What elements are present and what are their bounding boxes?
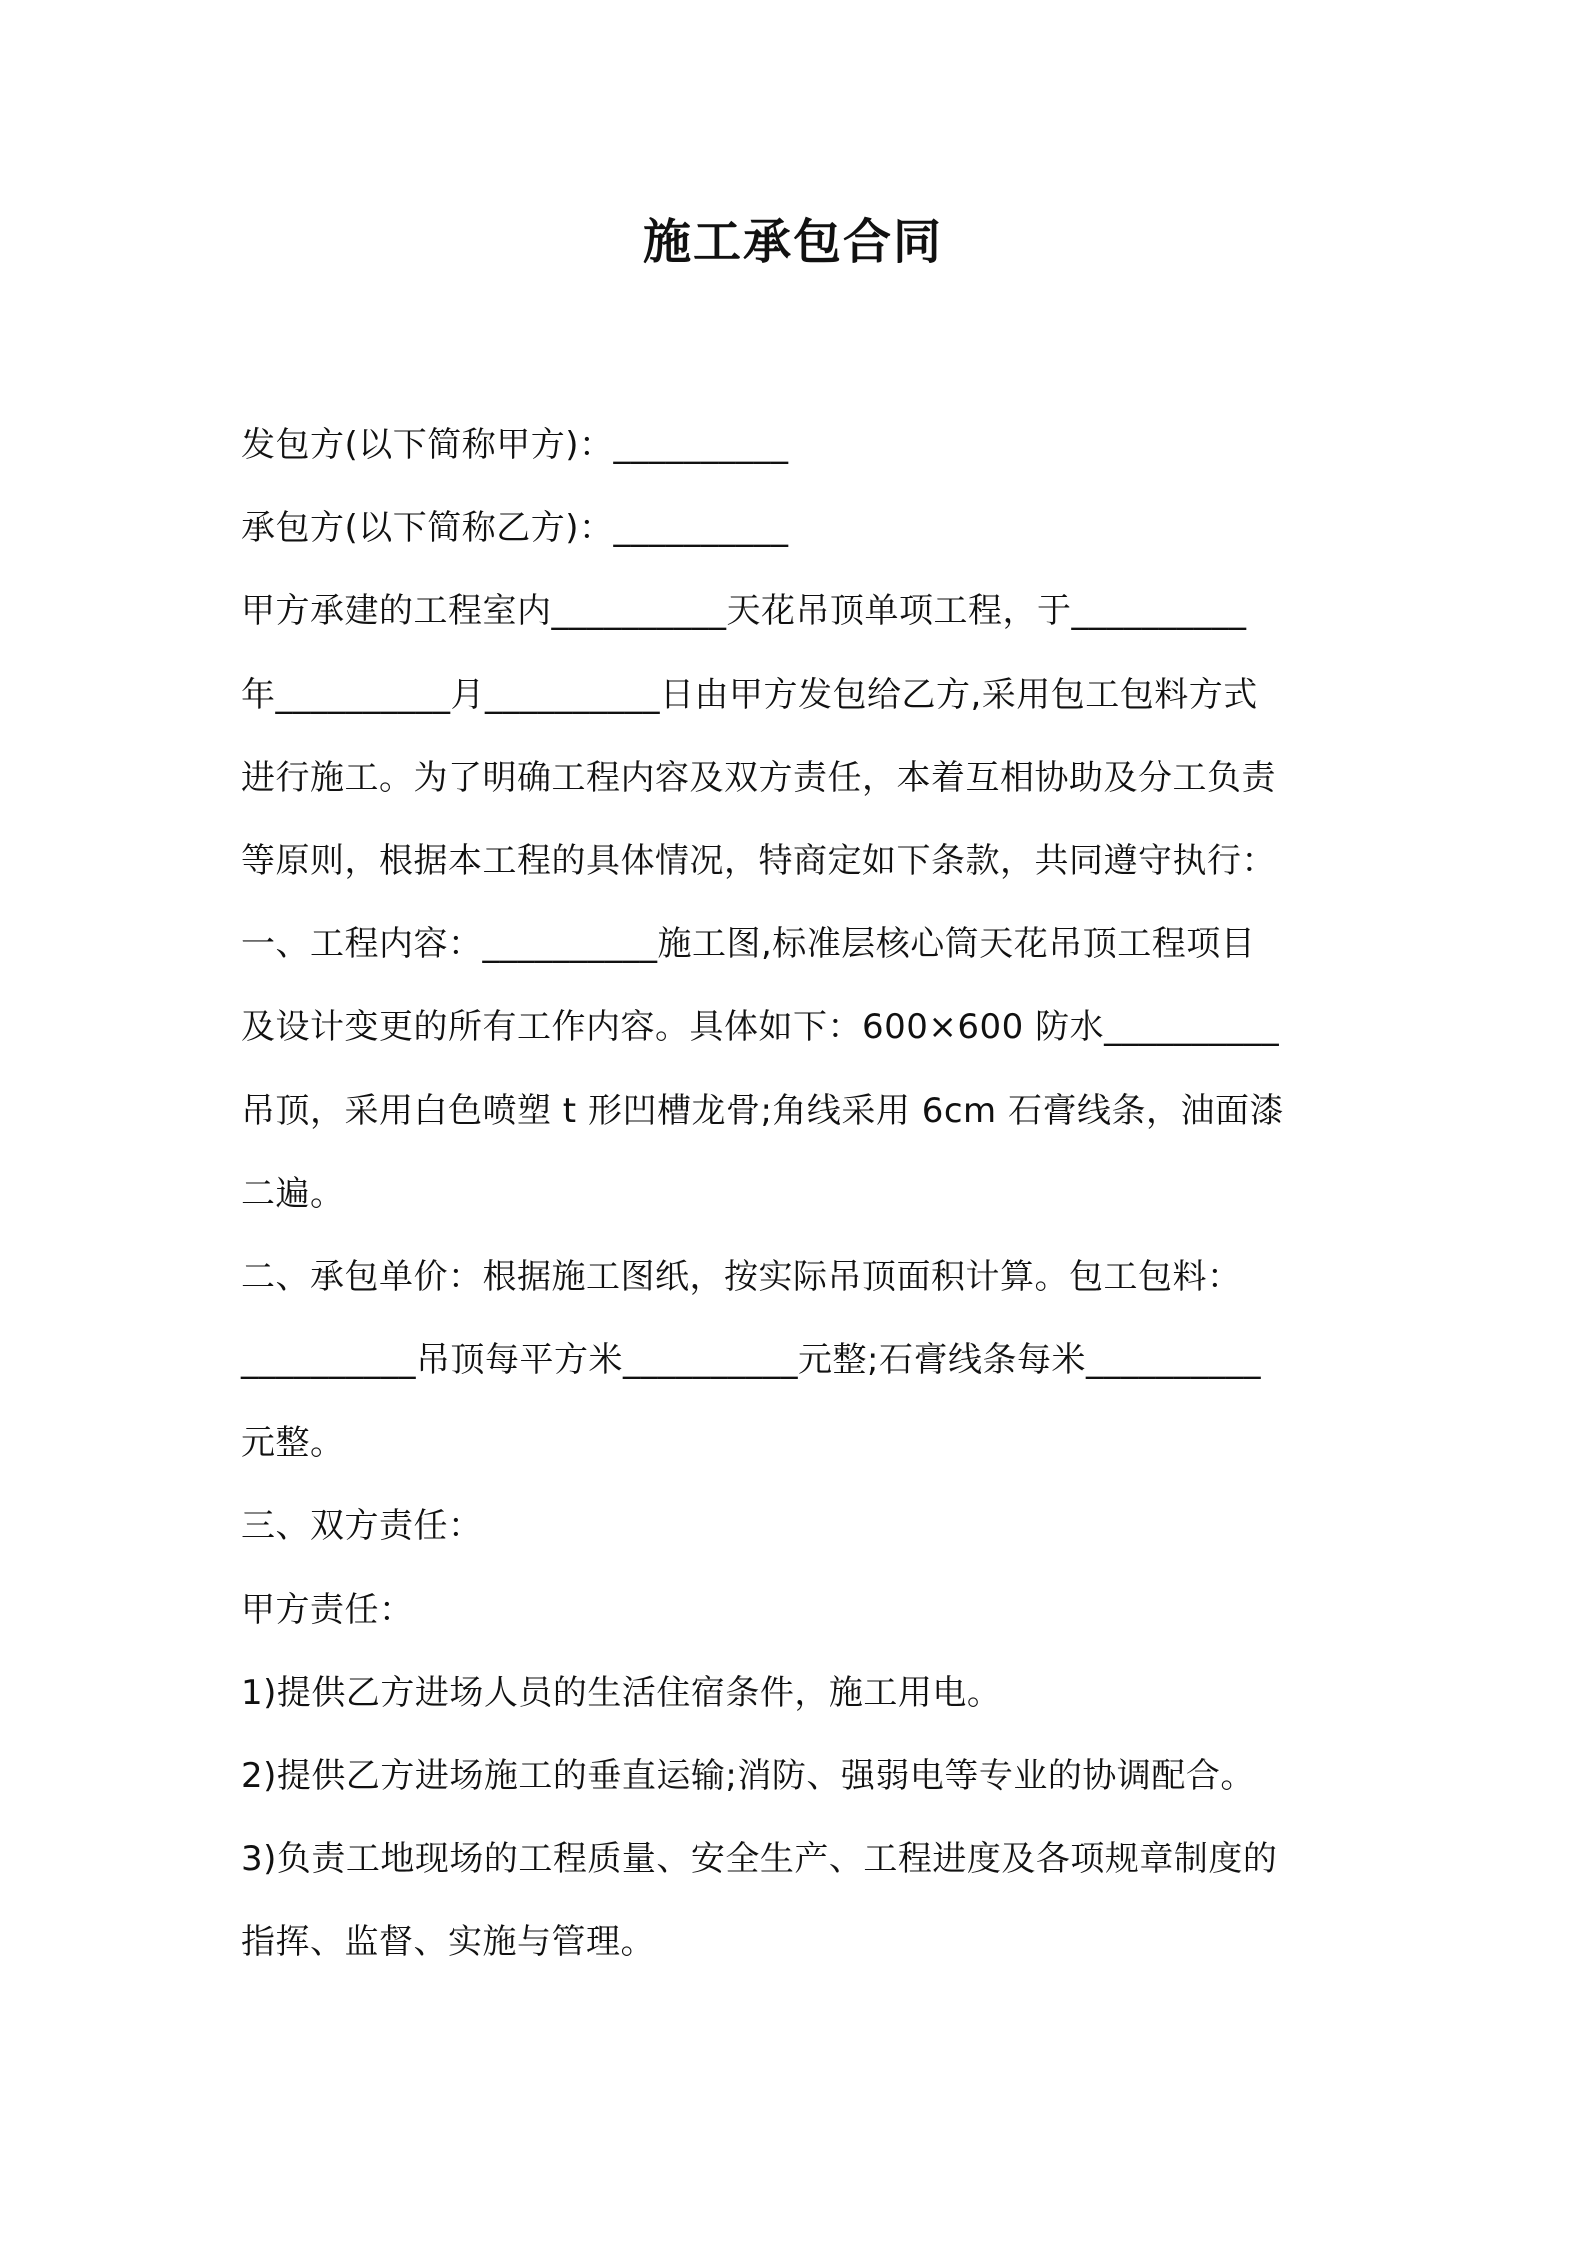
section-1-line-3: 吊顶，采用白色喷塑 t 形凹槽龙骨;角线采用 6cm 石膏线条，油面漆 <box>241 1090 1284 1131</box>
section-1-line-1: 一、工程内容：__________施工图,标准层核心筒天花吊顶工程项目 <box>241 924 1256 965</box>
party-a-duties-heading: 甲方责任： <box>241 1589 414 1630</box>
party-a-line: 发包方(以下简称甲方)：__________ <box>241 425 789 465</box>
section-2-line-1: 二、承包单价：根据施工图纸，按实际吊顶面积计算。包工包料： <box>241 1256 1242 1297</box>
intro-line-3: 进行施工。为了明确工程内容及双方责任，本着互相协助及分工负责 <box>241 757 1276 798</box>
section-1-line-4: 二遍。 <box>241 1173 345 1214</box>
intro-line-4: 等原则，根据本工程的具体情况，特商定如下条款，共同遵守执行： <box>241 840 1276 881</box>
document-body <box>241 404 1351 1985</box>
section-3-heading: 三、双方责任： <box>241 1506 483 1547</box>
section-1-line-2: 及设计变更的所有工作内容。具体如下：600×600 防水__________ <box>241 1007 1280 1048</box>
section-2-line-2: __________吊顶每平方米__________元整;石膏线条每米__________ <box>241 1340 1261 1381</box>
duty-item-2: 2)提供乙方进场施工的垂直运输;消防、强弱电等专业的协调配合。 <box>241 1756 1255 1796</box>
duty-item-3-line-2: 指挥、监督、实施与管理。 <box>241 1922 655 1963</box>
document-title: 施工承包合同 <box>642 214 943 270</box>
duty-item-1: 1)提供乙方进场人员的生活住宿条件，施工用电。 <box>241 1672 1002 1713</box>
section-2-line-3: 元整。 <box>241 1423 345 1464</box>
duty-item-3-line-1: 3)负责工地现场的工程质量、安全生产、工程进度及各项规章制度的 <box>241 1839 1278 1880</box>
intro-line-2: 年__________月__________日由甲方发包给乙方,采用包工包料方式 <box>241 674 1258 715</box>
intro-line-1: 甲方承建的工程室内__________天花吊顶单项工程，于__________ <box>241 591 1247 632</box>
party-b-line: 承包方(以下简称乙方)：__________ <box>241 508 789 549</box>
